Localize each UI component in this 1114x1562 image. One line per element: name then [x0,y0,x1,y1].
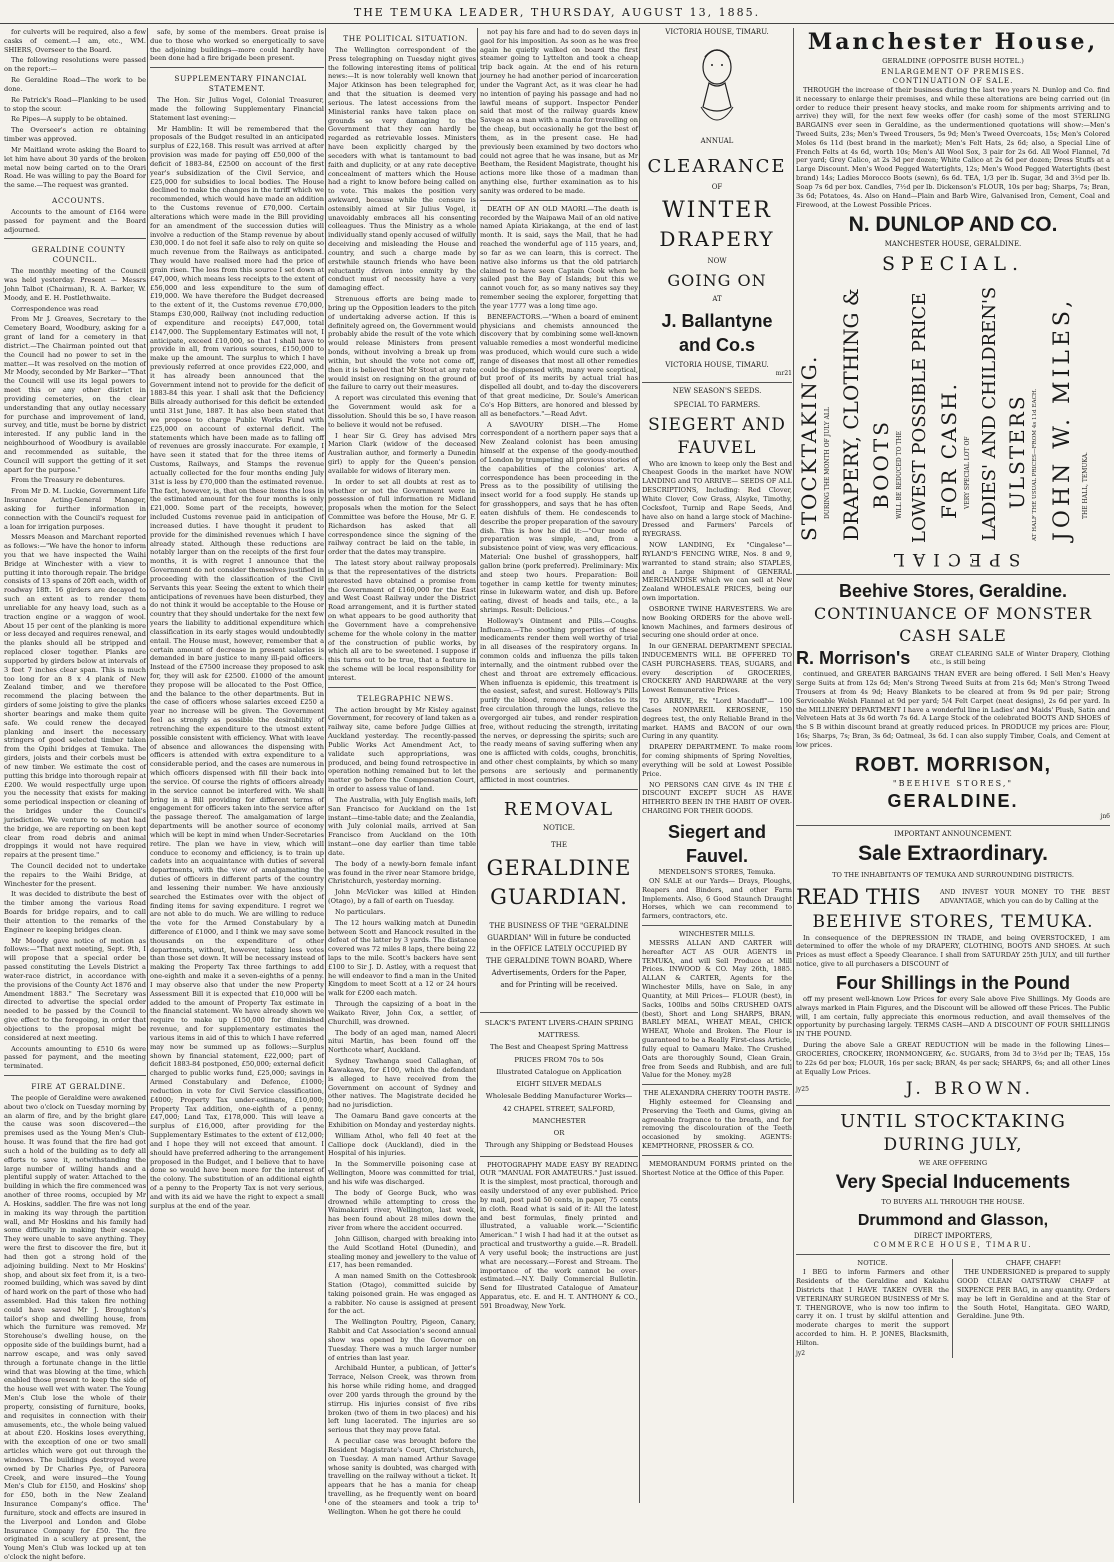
paragraph: A SAVOURY DISH.—The Home correspondent of a northern paper says that a New Zealand colonist has been amusing himself at the expense of the goody-mouthed of London by trumpeting all previous stories of the capabilities of the colonies' art. A correspondence has been proceeding in the Press as to the possibility of utilising the insect world for a food supply. He stands up for grasshoppers, and says that he has often eaten dishfuls of them. He condescends to describe the proper preparation of the savoury dish. This is how he did it:—"Our mode of preparation was simple, and, from a subsistence point of view, was very efficacious. Material: One bushel of grasshoppers, half gallon brine (pork preferred). Preliminary: Mix and steep two hours. Preparation: Boil together in camp kettle for twenty minutes; rinse in lukewarm water, and dish up. Before eating, divest of heads and tails, etc., a la shrimps. Result: Delicious." [480,420,638,614]
advert-subtitle: "BEEHIVE STORES," [892,778,1014,788]
paragraph: Correspondence was read [11,304,99,313]
advert-line: ANNUAL [700,137,734,146]
paragraph: John Gillison, charged with breaking into the Auld Scotland Hotel (Dunedin), and stealing money and jewellery to the value of £17, has been remanded. [328,1234,476,1270]
advert-title: READ THIS [796,884,921,909]
paragraph: I hear Sir G. Grey has advised Mrs Marion Clark (widow of the deceased Australian author, and formerly a Dunedin girl) to apply for the Queen's pension available for widows of literary men. [328,431,476,475]
divider [4,238,146,239]
advert-body: In our GENERAL DEPARTMENT SPECIAL INDUCEMENTS WILL BE OFFERED TO CASH PURCHASERS. TEAS, SUGARS, and every description of GROCERIES, CROCKERY AND HARDWARE at the very Lowest Remunerative Prices. [642,642,792,695]
morrison-header [796,646,1110,670]
readthis-header [796,883,1110,911]
paragraph: In the Sommerville poisoning case at Wellington, Moore was committed for trial, and his wife was discharged. [328,1160,476,1186]
advert-code: jy25 [796,1085,809,1093]
column-6 [796,28,1110,1503]
advert-title: GERALDINE. [887,791,1019,812]
miles-advert [796,279,1110,547]
paragraph: A man named Smith on the Cottesbrook Station (Otago), committed suicide by taking poisoned grain. He was engaged as a rabbiter. No cause is assigned at present for the act. [328,1272,476,1316]
paragraph: for culverts will be required, also a few casks of cement.—I am, etc., WM. SHIERS, Overseer to the Board. [4,28,146,54]
advert-line: EIGHT SILVER MEDALS [516,1080,602,1089]
advert-title: N. DUNLOP AND CO. [848,213,1058,237]
advert-title: DRAPERY [659,226,775,251]
advert-line: OR [553,1129,565,1138]
paragraph: The action brought by Mr Kisley against Government, for recovery of land taken as a railway site, came before Judge Gillies at Auckland yesterday. The recently-passed Public Works Act Amendment Act, to validate such appropriations, was produced, and being found retrospective in operation nothing remained but to let the matter go before the Compensation Court, in order to assess value of land. [328,705,476,794]
advert-title: R. Morrison's [796,648,911,669]
bottom-notices [796,1259,1110,1357]
advert-subtitle: THE ALEXANDRA CHERRY TOOTH PASTE. [643,1089,791,1098]
advert-vertical-line: LOWEST POSSIBLE PRICE [909,292,930,544]
paragraph: From Mr J. Greaves, Secretary to the Cemetery Board, Woodbury, asking for a grant of land for a cemetery in that district.—The Chairman pointed out that the Council had no power to set in the matter.—It was resolved on the motion of Mr Moody, seconded by Mr Barker—"That the Council will use its legal powers to meet this or any other district in providing cemeteries, on the clear understanding that any outlay necessary for purchase and improvement of land, survey, and title, must be borne by district interested. If any public land in the neighbourhood of Woodbury is available and recommended as suitable, the Council will support the getting of it set apart for the purpose." [4,315,146,474]
paragraph: The Wellington Poultry, Pigeon, Canary, Rabbit and Cat Association's second annual show was opened by the Governor on Tuesday. There was a much larger number of entries than last year. [328,1318,476,1362]
advert-line: Illustrated Catalogue on Application [496,1067,622,1076]
advert-line: 42 CHAPEL STREET, SALFORD, MANCHESTER [503,1104,615,1125]
paragraph: The people of Geraldine were awakened about two o'clock on Tuesday morning by an alarm of fire, and by the bright glare the cause was soon discovered—the premises used as the Young Men's Club-house. It was found that the fire had got such a hold of the building as to defy all efforts to save it, notwithstanding the large number of willing hands and a plentiful supply of water. Attached to the building in which the fire commenced was another of three rooms, occupied by Mr A. Hoskins, saddler. The fire was not long in making its way through the partition wall, and Mr Hoskins and his family had some difficulty in making their escape. They were unable to save anything. They were the first to discover the fire, but it had then got a strong hold of the adjoining building. Next to Mr Hoskins' shop, and about six feet from it, is a two-roomed building, which was saved by dint of hard work on the part of those who had assembled. Had this taken fire nothing could have saved Mr J. Broughton's tailor's shop and dwelling house, from which the furniture was removed. Mr Storehouse's dwelling house, on the opposite side of the buildings burnt, had a narrow escape, and was only saved through a fortunate change in the little wind that was blowing at the time, which enabled those present to keep the side of the house well wet with water. The Young Men's Club lose the whole of their property, consisting of furniture, books, and requisites in connection with their amusements, etc., the whole being valued at about £20. Hoskins loses everything, with the exception of one or two small articles which were got out through the windows. The buildings destroyed were owned by Dr Charles Pye, of Pareora Creek, and were insured—the Young Men's Club for £150, and Hoskins' shop for £50, both in the New Zealand Insurance Company's office. The furniture, stock and effects are insured in the Liverpool and London and Globe Insurance Company for £50. The fire originated in a scullery at present, the Young Men's Club was locked up at ten o'clock the night before. [4,1093,146,1562]
advert-title: CLEARANCE [647,155,787,177]
divider [642,1084,792,1085]
advert-title: UNTIL STOCKTAKING [840,1111,1066,1133]
advert-code: jn6 [1100,813,1110,821]
paragraph: Strenuous efforts are being made to bring up the Opposition leaders to the pitch of undertaking adverse action. If this is definitely agreed on, the Government would probably abide the result of the vote which would release Ministers from present bonds, without involving a break up from within, but should the vote not come off, then it is believed that Mr Stout at any rate would insist on resigning on the ground of the failure to carry out their measures. [328,295,476,392]
paragraph: Archibald Hunter, a publican, of Jetter's Terrace, Nelson Creek, was thrown from his horse while riding home, and dragged over 200 yards through the ground by the stirrup. His injuries consist of five ribs broken (two of them in two places) and his left lung lacerated. The injuries are so serious that they may prove fatal. [328,1364,476,1435]
advert-subtitle: MENDELSON'S STORES, Temuka. [658,868,776,877]
column-5 [642,28,792,1503]
advert-line: OF [711,182,723,191]
advert-subtitle: IMPORTANT ANNOUNCEMENT. [894,830,1012,839]
advert-body: NOW LANDING, Ex "Cingalese"— RYLAND'S FENCING WIRE, Nos. 8 and 9, warranted to stand strain; also STAPLES, and a Large Shipment of GENERAL MERCHANDISE which we can sell at New Zealand WHOLESALE PRICES, being our own importation. [642,541,792,603]
advert-title: WINTER [662,198,772,224]
column-2 [150,28,324,1503]
advert-vertical-line: LADIES' AND CHILDREN'S [979,287,1000,542]
notice-advert [796,1259,953,1357]
paragraph: Re Patrick's Road—Planking to be used to stop the scour. [4,95,146,113]
advert-title: and Co.s [678,334,755,355]
paragraph: A peculiar case was brought before the Resident Magistrate's Court, Christchurch, on Tuesday. A man named Arthur Savage whose sanity is doubted, was charged with travelling on the railway without a ticket. It appears that he has a mania for cheap travelling, as he frequently went on board one of the steamers and took a trip to Wellington. When he got there he could [328,1437,476,1516]
advert-subtitle: WINCHESTER MILLS. [678,930,756,939]
paragraph: BENEFACTORS.—"When a board of eminent physicians and chemists announced the discovery that by combining some well-known valuable remedies a most wonderful medicine was produced, which would cure such a wide range of diseases that most all other remedies could be dispensed with, many were sceptical, but proof of its merits by actual trial has dispelled all doubt, and to-day the discoverers of that great medicine, Dr. Soule's American Co's Hop Bitters, are honored and blessed by all as benefactors."—Read Advt. [480,312,638,418]
advert-title: ROBT. MORRISON, [854,753,1052,776]
divider [480,200,638,201]
divider [796,825,1110,826]
photography-advert: PHOTOGRAPHY MADE EASY BY READING OUR "MANUAL FOR AMATEURS." Just issued. It is the simplest, most practical, thorough and easily understood of any ever published. Price by mail, post paid 50 cents, in paper, 75 cents in cloth. Read what is said of it: All the latest and best formulas, finely printed and illustrated, a valuable work.—"Scientific American." I wish I had had it at the outset as practical and trustworthy a guide.—R. Bradell. A very useful book; the instructions are just what are necessary.—Forest and Stream. The importance of the work cannot be over-estimated.—N.Y. Daily Commercial Bulletin. Send for Illustrated Catalogue of Amateur Apparatus, etc. E. and H. T. ANTHONY & CO., 591 Broadway, New York. [480,1160,638,1310]
paragraph: The body of a newly-born female infant was found in the river near Stamore bridge, Christchurch, yesterday morning. [328,859,476,886]
advert-title: SPECIAL [885,549,1021,570]
paragraph: John McVicker was killed at Hinden (Otago), by a fall of earth on Tuesday. [328,888,476,906]
advert-vertical-line: ULSTERS [1005,394,1029,510]
article-heading: SUPPLEMENTARY FINANCIAL STATEMENT. [174,74,307,94]
paragraph: The Overseer's action re obtaining timber was approved. [4,126,146,144]
paragraph: The body of an aged man, named Alecri nitui Martin, has been found off the Northcote wharf, Auckland. [328,1028,476,1055]
advert-body: OSBORNE TWINE HARVESTERS. We are now Booking ORDERS for the above well-known Machines, and farmers desirous of securing one should order at once. [642,604,792,640]
paragraph: The Australia, with July English mails, left San Francisco for Auckland on the 1st instant—time-table date; and the Zealandia, with July colonial mails, arrived at San Francisco from Auckland on the 10th instant—one day earlier than time table date. [328,795,476,857]
advert-body: off my present well-known Low Prices for every Sale above Five Shillings. My Goods are always marked in Plain Figures, and the Discount will be allowed off these Prices. The Public will, I am certain, fully appreciate this enormous reduction, and avail themselves of the opportunity by purchasing largely. TERMS CASH—AND A DISCOUNT OF FOUR SHILLINGS IN THE POUND. [796,995,1110,1039]
advert-line: AT [712,295,722,304]
advert-body: Who are known to keep only the Best and Cheapest Goods in the market have NOW LANDING and TO ARRIVE— SEEDS OF ALL DESCRIPTIONS, Including: Red Clover, White Clover, Cow Grass, Alsyke, Timothy, Cocksfoot, Turnip and Rape Seeds, And have also on hand a large stock of Machine-Dressed and Farmers' Parcels of RYEGRASS. [642,459,792,539]
paragraph: No particulars. [335,907,386,916]
advert-body: ON SALE at our Yards— Drays, Ploughs, Reapers and Binders, and other Farm Implements. Also, 6 Good Staunch Draught Horses, which we can recommend to farmers, contractors, etc. [642,876,792,921]
paragraph: The Hon. Sir Julius Vogel, Colonial Treasurer, made the following Supplementary Financial Statement last evening:— [150,96,324,122]
advert-vertical-line: DURING THE MONTH OF JULY ALL [824,407,831,520]
paragraph: The Council decided not to undertake the repairs to the Waihi Bridge, at Winchester for the present. [4,861,146,888]
advert-subtitle: GERALDINE (OPPOSITE BUSH HOTEL.) [882,57,1024,66]
paragraph: A report was circulated this evening that the Government would ask for a dissolution. Should this be so, I have reason to believe it would not be refused. [328,394,476,429]
advert-title: BEEHIVE STORES, TEMUKA. [812,911,1094,932]
advert-body: During the above Sale a GREAT REDUCTION will be made in the following Lines—GROCERIES, CROCKERY, IRONMONGERY, &c. SUGARS, from 3d to 3½d per lb; TEAS, 15s to 22s 6d per box; FLOUR, 16s per sack; BRAN, 4s per sack; SHARPS, 6s; and all other Lines at Equally Low Prices. [796,1041,1110,1076]
advert-line: GREAT CLEARING SALE of Winter Drapery, Clothing etc., is still being [930,649,1110,667]
divider [480,789,638,790]
paragraph: Holloway's Ointment and Pills.—Coughs. Influenza.—The soothing properties of these medicaments render them well worthy of trial in all diseases of the respiratory organs. In common colds and influenza the pills taken internally, and the ointment rubbed over the chest and throat are extremely efficacious. When influenza is epidemic, this treatment is the easiest, safest, and surest. Holloway's Pills purify the blood, remove all obstacles to its free circulation through the lungs, relieve the overgorged air tubes, and render respiration free, without reducing the strength, irritating the nerves, or depressing the spirits; such are the ready means of saving suffering when any one is afflicted with colds, coughs, bronchitis, and other chest complaints, by which so many persons are seriously and permanently afflicted in most countries. [480,616,638,784]
column-rule [639,28,640,1503]
advert-subtitle: TO BUYERS ALL THROUGH THE HOUSE. [881,1198,1025,1207]
column-1 [4,28,146,1562]
advert-vertical-line: VERY SPECIAL LOT OF [964,436,971,510]
column-4 [480,28,638,1503]
masthead: THE TEMUKA LEADER, THURSDAY, AUGUST 13, 1885. [0,0,1114,24]
advert-subtitle: COMMERCE HOUSE, TIMARU. [873,1241,1033,1250]
advert-title: SPECIAL. [881,252,1025,275]
article-heading: GERALDINE COUNTY COUNCIL. [31,245,126,265]
divider [796,1254,1110,1255]
queen-portrait-icon [687,37,747,137]
paragraph: Mr Maitland wrote asking the Board to let him have about 30 yards of the broken metal now being carted on to the Orari Road. He was willing to pay the Board for the same.—The request was granted. [4,145,146,190]
paragraph: The latest story about railway proposals is that the representatives of the districts interested have obtained a promise from the Government of £160,000 for the East and West Coast Railway under the District Road arrangement, and it is further stated on what appears to be good authority that the Government have a comprehensive scheme for the whole colony in the matter of the construction of public works, by which all are to be sweetened. I suppose if this turns out to be true, that a feature in the scheme will be local responsibility for interest. [328,559,476,682]
paragraph: Messrs Meason and Marchant reported as follows:—"We have the honor to inform you that we have inspected the Waihi Bridge at Winchester with a view to putting it into thorough repair. The bridge consists of 13 spans of 20ft each, width of roadway 18ft. 16 girders are decayed to such an extent as to render them unreliable for any heavy load, such as a traction engine or a waggon of wool. About 15 per cent of the planking is more or less decayed and requires renewal, and the planks should all be stripped and replaced closer together. Planks are supported by girders below at intervals of 3 feet 7 inches clear span. This is much too long for an 8 x 4 plank of New Zealand timber, and we therefore recommend the placing between the girders of some joisting to give the planks shorter bearings and make them quite safe. We could renew the decayed planking and insert the necessary stringers of good selected timber taken from the Opihi bridges at Temuka. The girders, joists and their corbels must be of new timber. We estimate the cost of putting this bridge into thorough repair at £200. We would respectfully urge upon you the necessity that exists for making some periodical inspection or cleaning of the bridges under the Council's jurisdiction. We venture to say that had the bridge, we are reporting on been kept clear from road debris and animal droppings it would not have required repairs at the present time." [4,533,146,860]
paragraph: not pay his fare and had to do seven days in gaol for his imposition. As soon as he was free again he quietly walked on board the first steamer going to Lyttelton and took a cheap trip back again. At the end of his return journey he had another period of incarceration under the Vagrant Act, as it was clear he had no intention of paying his passage and had no lawful means of support. Inspector Pender said that most of the railway guards knew Savage as a man with a mania for travelling on the cheap, but occasionally he got the best of them, as in the present case. He had previously been examined by two doctors who could not agree that he was insane, but as Mr Beetham, the Resident Magistrate, thought his actions more like those of a madman than anything else, further examination as to his sanity was ordered to be made. [480,28,638,195]
removal-advert [480,798,638,992]
paragraph: It was decided to distribute the best of the timber among the various Road Boards for bridge repairs, and to call their attention to the remarks of the Engineer re keeping bridges clean. [4,890,146,934]
advert-vertical-line: AT HALF THE USUAL PRICES—FROM 4s 11d EACH. [1032,388,1038,542]
advert-subtitle: WE ARE OFFERING [918,1159,988,1168]
advert-vertical-line: THE HALL, TEMUKA. [1082,452,1089,520]
paragraph: Re Geraldine Road—The work to be done. [4,76,146,93]
advert-title: GERALDINE [486,856,632,881]
advert-vertical-line: FOR CASH. [937,382,961,520]
advert-vertical-line: WILL BE REDUCED TO THE [896,431,903,520]
advert-vertical-line: BOOTS [869,419,893,510]
article-heading: TELEGRAPHIC NEWS. [357,693,454,703]
column-rule [793,28,794,1503]
article-heading: FIRE AT GERALDINE. [31,1082,126,1092]
advert-title: Beehive Stores, Geraldine. [838,581,1068,602]
advert-subtitle: VICTORIA HOUSE, TIMARU. [665,28,769,36]
advert-title: Very Special Inducements [835,1171,1071,1193]
advert-vertical-line: JOHN W. MILES, [1050,297,1075,542]
paragraph: Accounts amounting to £510 6s were passed for payment, and the meeting terminated. [4,1044,146,1071]
paragraph: DEATH OF AN OLD MAORI.—The death is recorded by the Waipawa Mail of an old native named Apiata Kiriakanga, at the end of last month. It is said, says the Mail, that he had reached the wonderful age of 115 years, and, so far as we can learn, this is correct. The native also informs us that the old patriarch claimed to have seen Captain Cook when he sailed past the Bay of Islands; but this we cannot vouch for, as so many natives say they remember seeing the explorer, forgetting that the year 1777 was a long time ago. [480,204,638,310]
advert-body: NO PERSONS CAN GIVE 4s IN THE £ DISCOUNT EXCEPT SUCH AS HAVE HITHERTO BEEN IN THE HABIT OF OVER-CHARGING FOR THEIR GOODS. [642,780,792,816]
advert-body: MEMORANDUM FORMS printed on the Shortest Notice at the Office of this Paper. [642,1159,792,1177]
paragraph: Mr Moody gave notice of motion as follows:—"That next meeting, Sept. 9th, I will propose that a special order be passed constituting the Levels District a water-race district, in accordance with the provisions of the County Act 1876 and Amendment 1883." The Secretary was directed to advertise the special order needed to be passed by the Council to give effect to the foregoing, in order that objections to the proposal might be considered at next meeting. [4,936,146,1042]
advert-subtitle: SPECIAL TO FARMERS. [673,400,761,409]
divider [642,1155,792,1156]
paragraph: The 12 hours walking match at Dunedin between Scott and Hancock resulted in the defeat of the latter by 3 yards. The distance covered was 72 miles 8 laps, there being 22 laps to the mile. Scott's backers have sent £100 to Sir J. D. Astley, with a request that he will endeavor to find a man in the United Kingdom to meet Scott at a 12 or 24 hours walk for £200 each match. [328,918,476,998]
advert-body: DRAPERY DEPARTMENT. To make room for coming shipments of Spring Novelties, everything will be sold at Lowest Possible Price. [642,743,792,778]
advert-title: Siegert and [667,821,767,842]
advert-title: REMOVAL [503,798,615,820]
advert-subtitle: NOTICE. [543,823,575,832]
advert-title: Drummond and Glasson, [857,1212,1049,1230]
divider [796,574,1110,575]
paragraph: The Oamaru Band gave concerts at the Exhibition on Monday and yesterday nights. [328,1112,476,1129]
advert-title: GOING ON [667,270,767,290]
divider [4,1075,146,1076]
paragraph: From Mr D. M. Luckie, Government Life Insurance Acting-General Manager, asking for further information in connection with the Council's request for a loan for irrigation purposes. [4,487,146,531]
paragraph: Sydney Tawhanga sued Callaghan, of Kawakawa, for £100, which the defendant is alleged to have received from the Government on account of Sydney and other natives. The Magistrate decided he had no jurisdiction. [328,1057,476,1110]
article-heading: THE POLITICAL SITUATION. [343,34,468,43]
paragraph: The Wellington correspondent of the Press telegraphing on Tuesday night gives the following interesting items of political news:—It is now tolerably well known that Major Atkinson has been telegraphed for, and that the situation is deemed very serious. The latest accessions from the Ministerial ranks have taken place on grounds so very damaging to the Government that they can hardly be regarded as retrievable losses. Ministers have been explicitly charged by the seceders with what is tantamount to bad faith and duplicity, or at any rate deceptive concealment of matters which the House had a right to know before being called on to vote. This makes the position very awkward, because while the censure is ostensibly aimed at Sir Julius Vogel, it unavoidably embraces all his consenting colleagues. Thus the Ministry as a whole individually stand openly accused of wilfully deceiving and misleading the House and country, and such a charge made by erstwhile staunch friends who have been reluctantly driven into enmity by the conduct must of necessity have a very damaging effect. [328,45,476,293]
advert-title: DURING JULY, [883,1135,1023,1156]
advert-body: In consequence of the DEPRESSION IN TRADE, and being OVERSTOCKED, I am determined to offer the whole of my DRAPERY, CLOTHING, BOOTS AND SHOES. At such Prices as must effect a Speedy Clearance. I shall from SATURDAY 25th JULY, and till further notice, give to all purchasers a DISCOUNT of [796,933,1110,969]
advert-code: mr21 [775,370,792,378]
advert-title: Fauvel. [685,846,749,866]
advert-vertical-line: DRAPERY, CLOTHING & [839,288,863,542]
advert-title: J. Ballantyne [661,310,773,331]
advert-title: FAUVEL [677,437,757,458]
paragraph: From the Treasury re debentures. [11,476,125,485]
advert-subtitle: ENLARGEMENT OF PREMISES. [881,66,1025,76]
advert-line: PRICES FROM 70s to 50s [514,1055,604,1064]
advert-subtitle: VICTORIA HOUSE, TIMARU. [665,360,769,369]
paragraph: safe, by some of the members. Great praise is due to those who worked so energetically to save the adjoining buildings—more could hardly have been done had a fire brigade been present. [150,28,324,63]
advert-line: NOW [707,256,727,265]
advert-title: SLACK'S PATENT LIVERS-CHAIN SPRING MATTRESS. [484,1019,634,1040]
divider [480,1012,638,1013]
advert-body: THE BUSINESS OF THE "GERALDINE GUARDIAN" Will in future be conducted in the OFFICE LATELY OCCUPIED BY THE GERALDINE TOWN BOARD, Where Advertisements, Orders for the Paper, and for Printing will be received. [485,921,633,990]
advert-title: Four Shillings in the Pound [836,972,1070,993]
advert-title: GUARDIAN. [490,884,628,909]
chaff-advert [957,1259,1110,1357]
advert-subtitle: NOTICE. [857,1259,888,1268]
paragraph: Mr Hamblin: It will be remembered that the proposals of the Budget resulted in an anticipated surplus of £22,168. This result was arrived at after provision was made for paying off £50,000 of the deficit of 1883-84, £2500 on account of the first year's subsidization of the Civil Service, and £25,000 for subsidies to local bodies. The House declined to make the changes in the tariff which we recommended, which would have made an addition to the Customs revenue of £70,000. Certain alterations which were made in the Bill providing for an amendment of the succession duties will involve a reduction of the Stamp revenue by about £30,000. I do not feel it safe also to rely on quite so much revenue from the Railways as anticipated. They would have realised more had the price of grain risen. The loss from this source I set down at £47,000, which means less receipts to the extent of £56,000 and less expenditure to the sum of £19,000. We have therefore the Budget decreased to the extent of it, the Customs revenue £70,000, Stamps £30,000, Railway (not including reduction of expenditure and receipts) £47,000, total £147,000. The Supplementary Estimates will not, I anticipate, exceed £10,000, so that I shall have to provide in all, from various sources, £150,000 to make up the amount. The surplus to which I have previously referred at once provides £22,000, and it has already been announced that the Government intend not to provide for the deficit of 1883-84 this year. I shall ask that the Deficiency Bills already authorised for this deficit be extended until 31st June, 1887. It has also been stated that we propose to charge Public Works Fund with £25,000 on account of external deficit. The statements which have been made as to falling off of revenues are grossly inaccurate. For example, I have seen it stated that for the three items of Customs, Railways, and Stamps the revenue actually collected for the four months ending July 31st is less by £70,000 than the estimated revenue. The fact, however, is, that on these items the loss in the estimated amount for the four months is only £21,000. Some part of the receipts, however, included Customs revenue paid in anticipation of increased duties. I have thought it prudent to provide for the diminished revenues which I have already stated. Although these reductions are notably larger than on the receipts of the first four months, it is with regret I announce that the Government do not consider themselves justified in proceeding with the classification of the Civil Servants this year. Seeing the extent to which their anticipations of revenues have been disturbed, they do not think it would be acceptable to the House or country that they should undertake for the next few years the liability to additional expenditure which classification in its early stages would undoubtedly entail. The House must, however, remember that a certain amount of decrease in present salaries is demanded in bare justice to many ill-paid officers. Instead of the £7500 increase they proposed to ask for, they will ask for £2500. £1000 of the amount they propose will be allocated to the Post Office, and the balance to the other departments. But in the case of officers whose salaries exceed £250 a year no increase will be given. The Government feel as strongly as possible the desirability of retrenching the expenditure to the utmost extent possible consistent with efficiency. What with leave of absence and allowances the dispensing with officers is attended with extra expenditure to a considerable period, and the cases are numerous in which officers dispensed with fill their back into the service. Of course the rights of officers already in the service cannot be interfered with. We shall bring in a Bill providing for different terms of engagement for officers taken into the service after the passage thereof. The amalgamation of large departments will be another source of economy which will be kept in mind when Under-Secretaries retire. The plan we have in view, which will conduce to economy and efficiency, is to train up cadets into an acquaintance with duties of several departments, with the view of amalgamating the duties of officers in different parts of the country and lessening their number. We have anxiously searched the Estimates over with the object of finding items for saving expenditure. I regret we are not able to do much. We are willing to reduce the vote for the Armed Constabulary by a difference of £1000, and I think we may save some thousands on the expenditure of other departments, without, however, taking less votes than those set down. It will be necessary instead of making the Property Tax three farthings to add one-eighth and make it a seven-eighths of a penny. I may observe also that under the new Property Assessment Bill it is expected that £10,000 will be added to the amount of Property Tax estimate in the financial statement. We have already shown we require to make up £150,000 for diminished revenue, and for supplementary estimates the various items in aid of this to which I have referred may now be summed up as follows:—Surplus shown by financial statement, £22,000; part of deficit 1883-84 postponed, £50,000; external deficit charged to public works fund, £25,000; savings in Armed Constabulary and Defence, £1000; reduction in vote for Civil Service classification, £4000; Property Tax under-estimate, £10,000; Property Tax addition, one-eighth of a penny, £47,000; Land Tax, £178,000. This will leave a surplus of £16,000, after providing for the Supplementary Estimates to the extent of £12,000; and I hope they will not exceed that amount. I should have preferred adhering to the arrangement proposed in the Budget, and I believe that to have done so would have been more for the interest of the colony. The substitution of an additional eighth of a penny to the Property Tax is not very serious, and with its aid we have the right to expect a small surplus at the end of the year. [150,124,324,1210]
advert-title: Sale Extraordinary. [858,841,1048,865]
advert-subtitle: CONTINUATION OF SALE. [892,76,1014,86]
advert-title: CONTINUANCE OF MONSTER [813,604,1093,624]
advert-line: Through any Shipping or Bedstead Houses [485,1141,633,1150]
advert-body: MESSRS ALLAN AND CARTER will hereafter ACT AS OUR AGENTS in TEMUKA, and will Sell Produce at Mill Prices. INWOOD & CO. May 26th, 1885. ALLAN & CARTER, Agents for the Winchester Mills, have on Sale, in any Quantity, at Mill Prices— FLOUR (best), in Sacks, 100lbs and 50lbs CRUSHED OATS (best), Short and Long SHARPS, BRAN, BARLEY MEAL, WHEAT MEAL, CHICK WHEAT, Whole and Broken. The Flour is guaranteed to be a Really First-class Article, fully equal to Oamaru Make. The Crushed Oats are thoroughly Sound, Clean Grain, free from Seeds and Rubbish, and are full Value for the Money. my28 [642,938,792,1080]
divider [642,925,792,926]
advert-body: Highly esteemed for Cleansing and Preserving the Teeth and Gums, giving an agreeable fragrance to the breath, and for removing the discolouration of the Teeth occasioned by smoking. AGENTS: KEMPTHORNE, PROSSER & CO. [642,1097,792,1151]
advert-title: SIEGERT AND [648,415,786,436]
paragraph: The following resolutions were passed on the report:— [4,56,146,74]
advert-subtitle: DIRECT IMPORTERS, [913,1231,993,1240]
divider [480,1156,638,1157]
advert-body: THROUGH the increase of their business during the last two years N. Dunlop and Co. find it necessary to enlarge their premises, and while these alterations are being carried out (in order to reduce their present heavy stocks, and make room for shipments arriving and to arrive) they will, for the next few weeks offer (for cash) some of the most STERLING BARGAINS ever seen in Geraldine, as the undermentioned quotations will show:—Men's Tweed Suits, 23s; Men's Tweed Trousers, 5s 9d; Men's Tweed Overcoats, 15s; Men's Colored Moles 6s 11d (best brand in the market); Men's Felt Hats, 2s 6d; also, a Special Line of French Felts at 4s 6d, worth 10s; Men's All Wool Sox, 3 pair for 2s 6d. All Wool Flannel, 7d per yard; Grey Calico, at 2s 3d per dozen; White Calico at 2s 6d per dozen; Dress Stuffs at a Large Discount. Men's Wood Pegged Watertights, 12s; Men's Wood Pegged Watertights (best brand) 14s; Ladies Morocco Boots (sewn), 6s 6d. TEA, 1/3 per lb. Sugar, 3d and 3½d per lb. Soap 7s 6d per box. Candles, 7½d per lb. Dickenson's FLOUR, 10s per bag; Sharps, 7s; Bran, 3s 6d; Potatoes, 4s. Also on Hand—Plain and Barb Wire, Galvanised Iron, Cement, Coal and Firewood, at the Lowest Possible Prices. [796,85,1110,209]
advert-line: AND INVEST YOUR MONEY TO THE BEST ADVANTAGE, which you can do by Calling at the [940,888,1110,905]
column-rule [477,28,478,1503]
road-board-report [4,28,146,234]
advert-body: continued, and GREATER BARGAINS THAN EVER are being offered. I Sell Men's Heavy Serge Suits at from 12s 6d; Men's Strong Tweed Suits at from 21s 6d; Men's Strong Tweed Trousers at from 4s 9d; Heavy Blankets to be cleared at from 9s 9d per pair; Strong Serviceable Welsh Flannel at 9d per yard; 5/4 Felt Carpet (neat designs), 2s 6d per yard. In the MILLINERY DEPARTMENT I have a wonderful line in Ladies' and Maids' Plush, Satin and Velveteen Hats at 3s 6d worth 7s 6d. A Large Stock of the celebrated BOOTS AND SHOES of the S B within discount brand at greatly reduced prices. In PRODUCE my prices are: Flour, 16s; Sharps, 7s; Bran, 3s 6d; Oatmeal, 3s 6d. I can also supply Timber, Coals, and Cement at low prices. [796,670,1110,749]
advert-title: CASH SALE [899,625,1007,645]
brown-footer [796,1078,1110,1101]
paragraph: Through the capsizing of a boat in the Waikato River, John Cox, a settler, of Churchill, was drowned. [328,1000,476,1026]
advert-code: jy2 [796,1349,806,1357]
advert-subtitle: TO THE INHABITANTS OF TEMUKA AND SURROUNDING DISTRICTS. [832,870,1074,879]
paragraph: The body of George Buck, who was drowned while attempting to cross the Waimakariri river, Wellington, last week, has been found about 28 miles down the river from where the accident occurred. [328,1188,476,1233]
divider [796,1105,1110,1106]
advert-body: I BEG to inform Farmers and other Residents of the Geraldine and Kakahu Districts that I HAVE TAKEN OVER the VETERINARY SURGEON BUSINESS of Mr S. T. THENGROVE, who is now too infirm to carry it on. I trust by skilful attention and moderate charges to merit the support accorded to him. H. P. JONES, Blacksmith, Hilton. [796,1268,949,1347]
paragraph: Accounts to the amount of £164 were passed for payment and the Board adjourned. [4,208,146,234]
advert-subtitle: NEW SEASON'S SEEDS. [672,387,762,396]
column-rule [325,28,326,1503]
subheading: ACCOUNTS. [52,196,105,206]
divider [328,687,476,688]
column-rule [147,28,148,1503]
advert-title: Manchester House, [807,29,1099,55]
advert-line: The Best and Cheapest Spring Mattress [490,1043,628,1052]
advert-title: J. BROWN. [905,1079,1035,1100]
advert-subtitle: MANCHESTER HOUSE, GERALDINE. [884,239,1022,248]
divider [642,382,792,383]
advert-body: TO ARRIVE, Ex "Lord Macduff"— 100 Cases NONPAREIL KEROSENE, 150 degrees test, the only Reliable Brand in the market. HAMS and BACON of our own Curing in any quantity. [642,697,792,741]
advert-body: THE UNDERSIGNED is prepared to supply GOOD CLEAN OATSTRAW CHAFF at SIXPENCE PER BAG, in any quantity. Orders may be left in Geraldine and at the Star of the South Hotel, Hangitata. GEO WARD, Geraldine. June 9th. [957,1268,1110,1321]
paragraph: The monthly meeting of the Council was held yesterday. Present — Messrs John Talbot (Chairman), R. A. Barker, W. Moody, and E. H. Postlethwaite. [4,267,146,302]
paragraph: William Athol, who fell 40 feet at the Calliope dock (Auckland), died in the Hospital of his injuries. [328,1131,476,1158]
advert-subtitle: CHAFF, CHAFF! [1005,1259,1062,1268]
advert-subtitle: THE [551,841,567,850]
advert-vertical-line: STOCKTAKING. [797,355,821,542]
advert-line: Wholesale Bedding Manufacturer Works— [485,1092,633,1101]
column-3 [328,28,476,1516]
paragraph: Re Pipes—A supply to be obtained. [11,115,128,124]
slack-advert [480,1017,638,1152]
divider [150,67,324,68]
paragraph: In order to set all doubts at rest as to whether or not the Government were in possession of full information re Midland proposals when the motion for the Select Committee was before the House, Mr G. F. Richardson has asked that all correspondence since the signing of the railway contract be laid on the table, in order that the dates may transpire. [328,477,476,557]
